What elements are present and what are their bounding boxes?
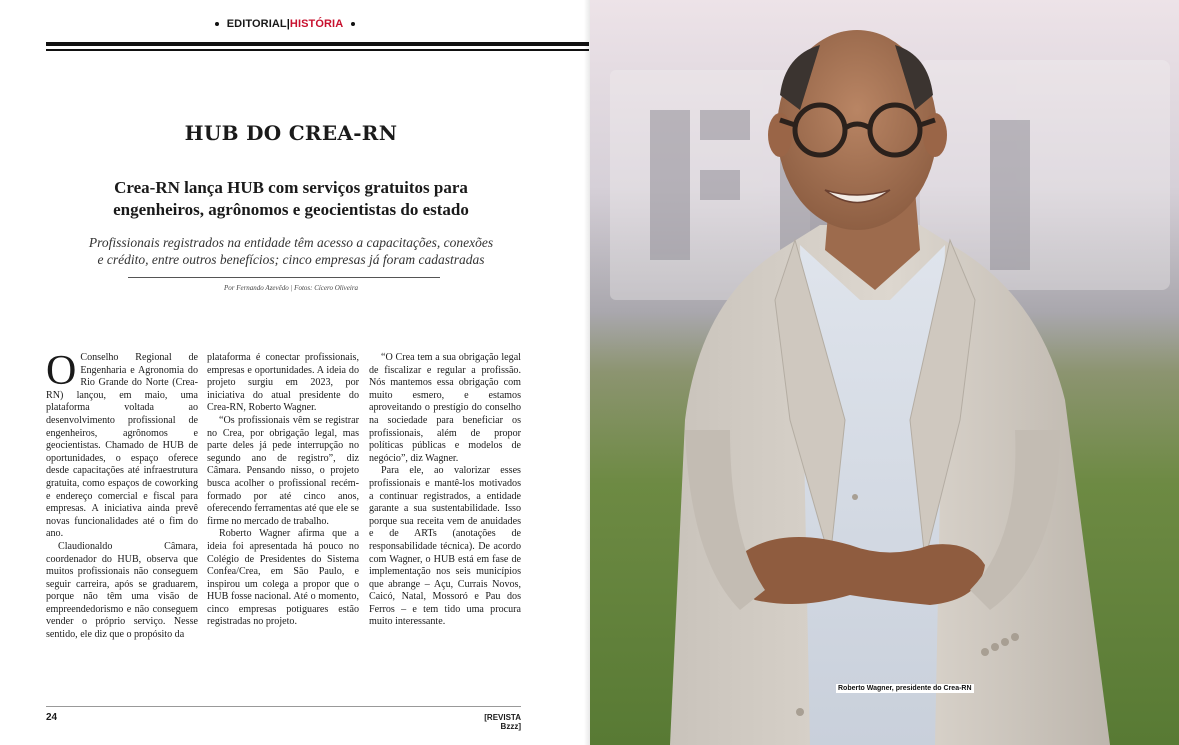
drop-cap: O (46, 348, 77, 394)
portrait-illustration (590, 0, 1179, 745)
section-label: EDITORIAL (226, 18, 287, 30)
page-number: 24 (46, 712, 58, 723)
magazine-name: [REVISTA Bzzz] (484, 713, 521, 731)
subsection-label: HISTÓRIA (289, 18, 344, 30)
lede-line: Profissionais registrados na entidade têm acesso a capacitações, conexões (88, 235, 494, 250)
section-tag (0, 18, 570, 30)
body-paragraph: “O Crea tem a sua obrigação legal de fiscalizar e regular a profissão. Nós mantemos essa obrigação com muito esmero, e estamos aproveitando o prestígio do conselho na sociedade para beneficiar os profissionais, além de propor políticas públicas e modelos de negócio”, diz Wagner. (369, 352, 521, 464)
header-rule-thick (46, 42, 589, 46)
paragraph-text: Conselho Regional de Engenharia e Agronomia do Rio Grande do Norte (Crea-RN) lançou, em maio, uma plataforma voltada ao desenvolvimento profissional de engenheiros, agrônomos e geocientistas. Chamado de HUB de oportunidades, o espaço oferece desde capacitações até infraestrutura gratuita, como espaços de coworking e endereço comercial e fiscal para empresas. A iniciativa ainda prevê novas funcionalidades até o fim do ano. (46, 352, 198, 540)
header-rule-thin (46, 49, 589, 51)
body-paragraph (46, 348, 198, 541)
photo-caption: Roberto Wagner, presidente do Crea-RN (838, 685, 972, 692)
footer-rule (46, 706, 521, 707)
lede-divider (128, 277, 440, 278)
body-paragraph: plataforma é conectar profissionais, empresas e oportunidades. A ideia do projeto surgiu em 2023, por iniciativa do atual presidente do Crea-RN, Roberto Wagner. (207, 352, 359, 414)
bullet-dot-icon (215, 22, 219, 26)
bullet-dot-icon (351, 22, 355, 26)
article-subtitle (46, 177, 536, 221)
body-column-2 (207, 352, 359, 629)
article-title: HUB DO CREA-RN (184, 121, 398, 145)
left-ear (768, 113, 792, 157)
byline: Por Fernando Azevêdo | Fotos: Cícero Oliveira (223, 284, 359, 292)
portrait-photo (590, 0, 1179, 745)
body-paragraph: “Os profissionais vêm se registrar no Crea, por obrigação legal, mas parte deles já pede interrupção no segundo ano de registro”, diz Câmara. Pensando nisso, o projeto busca acolher o profissional recém-formado por até cinco anos, oferecendo ferramentas até que ele se firme no mercado de trabalho. (207, 414, 359, 527)
body-column-1 (46, 348, 198, 642)
lede-line: e crédito, entre outros benefícios; cinco empresas já foram cadastradas (97, 252, 485, 267)
body-column-3 (369, 352, 521, 629)
body-paragraph: Claudionaldo Câmara, coordenador do HUB, observa que muitos profissionais não conseguem seguir carreira, após se graduarem, porque não têm uma visão de empreendedorismo e não conseguem vender o próprio serviço. Nesse sentido, ele diz que o propósito da (46, 540, 198, 641)
section-separator: | (286, 18, 290, 30)
article-lede (58, 234, 524, 268)
right-ear (923, 113, 947, 157)
subtitle-line: engenheiros, agrônomos e geocientistas do estado (113, 200, 469, 219)
subtitle-line: Crea-RN lança HUB com serviços gratuitos para (114, 178, 468, 197)
body-paragraph: Roberto Wagner afirma que a ideia foi apresentada há pouco no Colégio de Presidentes do Sistema Confea/Crea, em São Paulo, e inspirou um colega a propor que o HUB fosse nacional. Até o momento, cinco empresas potiguares estão registradas no projeto. (207, 528, 359, 628)
body-paragraph: Para ele, ao valorizar esses profissionais e mantê-los motivados a continuar registrados, a entidade garante a sua sustentabilidade. Isso porque sua receita vem de anuidades e de ARTs (anotações de responsabilidade técnica). De acordo com Wagner, o HUB está em fase de implementação nos seis municípios que abrange – Açu, Currais Novos, Caicó, Natal, Mossoró e Pau dos Ferros – e tem tido uma procura muito interessante. (369, 465, 521, 628)
